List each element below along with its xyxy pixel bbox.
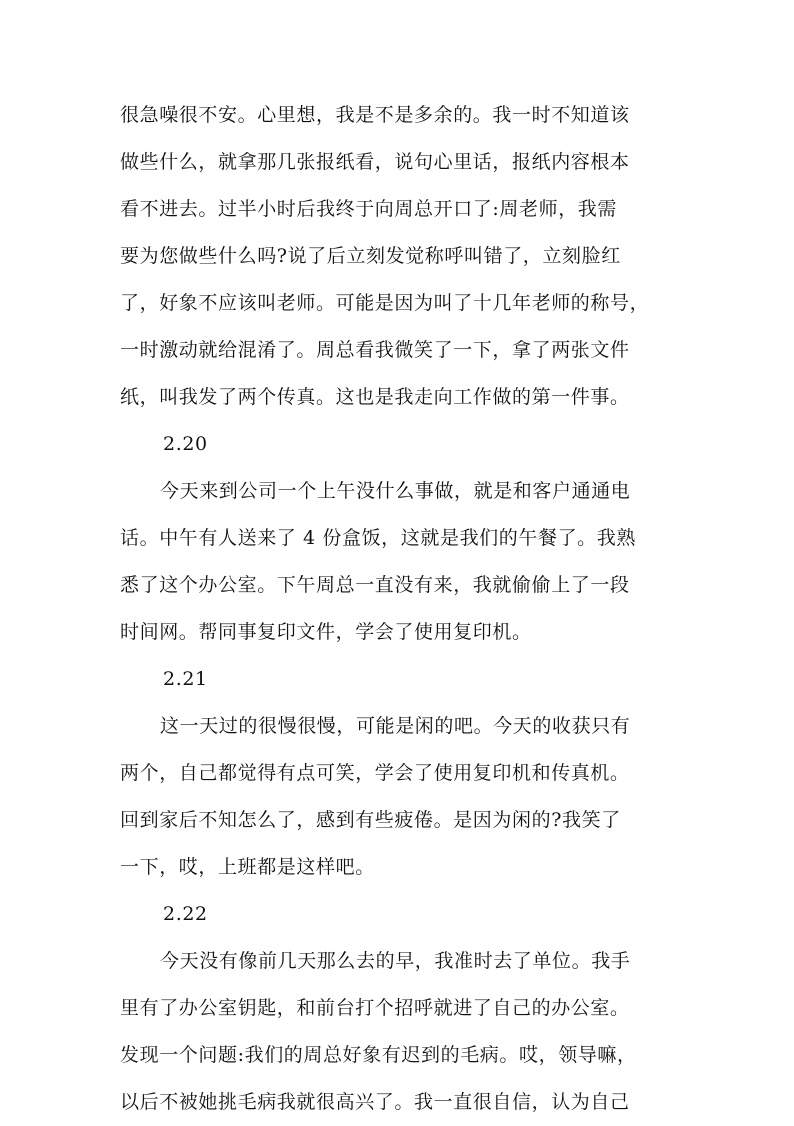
text-line: 一时激动就给混淆了。周总看我微笑了一下，拿了两张文件 bbox=[120, 339, 630, 361]
text-line: 回到家后不知怎么了，感到有些疲倦。是因为闲的?我笑了 bbox=[120, 809, 621, 831]
date-heading: 2.20 bbox=[163, 433, 208, 455]
date-heading: 2.21 bbox=[163, 668, 208, 690]
text-line: 一下，哎，上班都是这样吧。 bbox=[120, 856, 375, 878]
date-heading: 2.22 bbox=[163, 903, 208, 925]
text-line: 时间网。帮同事复印文件，学会了使用复印机。 bbox=[120, 621, 532, 643]
paragraph-first-line: 这一天过的很慢很慢，可能是闲的吧。今天的收获只有 bbox=[160, 715, 631, 737]
text-line: 以后不被她挑毛病我就很高兴了。我一直很自信，认为自己 bbox=[120, 1091, 630, 1113]
text-line: 悉了这个办公室。下午周总一直没有来，我就偷偷上了一段 bbox=[120, 574, 630, 596]
text-line: 发现一个问题:我们的周总好象有迟到的毛病。哎，领导嘛， bbox=[120, 1044, 637, 1066]
text-line: 看不进去。过半小时后我终于向周总开口了:周老师，我需 bbox=[120, 198, 618, 220]
document-body bbox=[120, 92, 685, 1126]
text-line: 纸，叫我发了两个传真。这也是我走向工作做的第一件事。 bbox=[120, 386, 630, 408]
paragraph-first-line: 今天来到公司一个上午没什么事做，就是和客户通通电 bbox=[160, 480, 631, 502]
text-line: 了，好象不应该叫老师。可能是因为叫了十几年老师的称号， bbox=[120, 292, 650, 314]
paragraph-first-line: 今天没有像前几天那么去的早，我准时去了单位。我手 bbox=[160, 950, 631, 972]
text-line: 很急噪很不安。心里想，我是不是多余的。我一时不知道该 bbox=[120, 104, 630, 126]
text-line: 里有了办公室钥匙，和前台打个招呼就进了自己的办公室。 bbox=[120, 997, 630, 1019]
text-line: 两个，自己都觉得有点可笑，学会了使用复印机和传真机。 bbox=[120, 762, 630, 784]
text-line: 话。中午有人送来了 4 份盒饭，这就是我们的午餐了。我熟 bbox=[120, 527, 636, 549]
text-line: 要为您做些什么吗?说了后立刻发觉称呼叫错了，立刻脸红 bbox=[120, 245, 621, 267]
text-line: 做些什么，就拿那几张报纸看，说句心里话，报纸内容根本 bbox=[120, 151, 630, 173]
